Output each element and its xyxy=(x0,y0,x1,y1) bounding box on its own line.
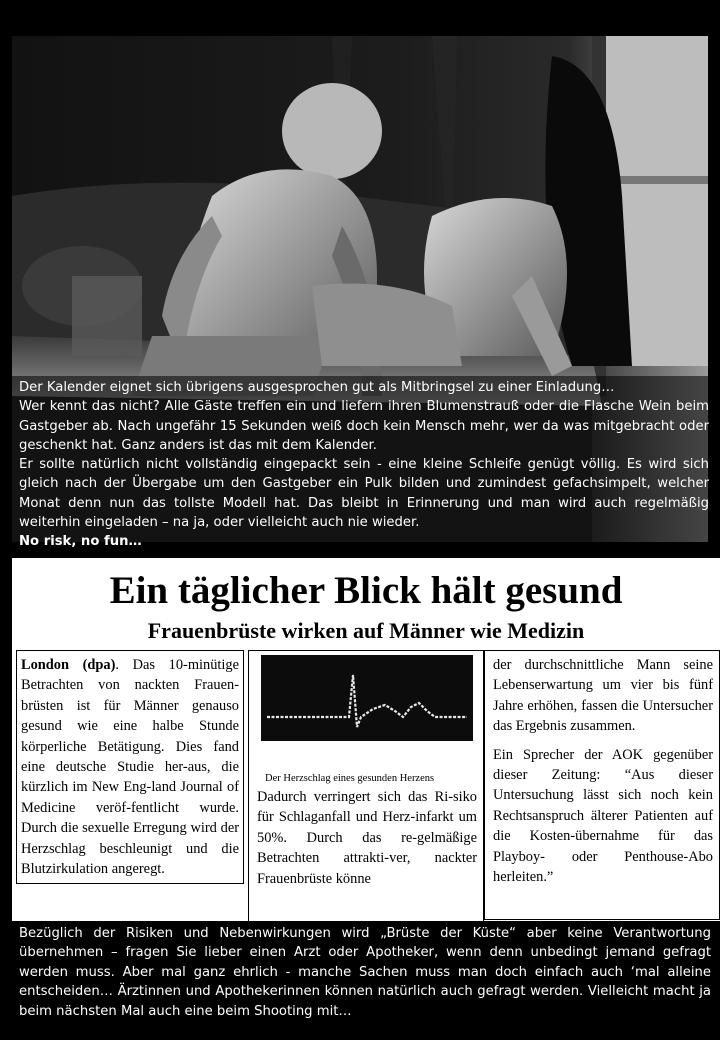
heartbeat-icon xyxy=(261,655,473,741)
article-column-3 xyxy=(484,650,720,920)
intro-closing: No risk, no fun… xyxy=(19,534,142,550)
intro-line: Wer kennt das nicht? Alle Gäste treffen ein und liefern ihren Blumenstrauß oder die Flasche Wein beim Gastgeber ab. Nach ungefähr 15 Sekunden weiß doch kein Mensch mehr, wer da was mitgebracht oder geschenkt hat. Ganz anders ist das mit dem Kalender. xyxy=(19,399,709,453)
newspaper-article xyxy=(12,558,720,921)
article-headline: Ein täglicher Blick hält gesund xyxy=(109,569,623,612)
dateline: London (dpa) xyxy=(21,657,116,673)
column-3-paragraph-2: Ein Sprecher der AOK gegenüber dieser Zeitung: “Aus dieser Untersuchung lässt sich noch kein Rechtsanspruch älterer Patienten auf die Kosten-übernahme für das Playboy- oder Penthouse-Abo herleiten.” xyxy=(493,746,713,886)
column-3-paragraph-1: der durchschnittliche Mann seine Lebenserwartung um vier bis fünf Jahre erhöhen, fassen die Untersucher das Ergebnis zusammen. xyxy=(493,657,713,735)
ekg-image xyxy=(261,655,473,741)
image-caption: Der Herzschlag eines gesunden Herzens xyxy=(265,773,435,784)
column-1-text: . Das 10-minütige Betrachten von nackten Frauen-brüsten ist für Männer genauso gesund wie eine halbe Stunde körperliche Betätigung. Dies fand eine deutsche Studie her-aus, die kürzlich im New Eng-land Journal of Medicine veröf-fentlicht wurde. Durch die sexuelle Erregung wird der Herzschlag beschleunigt und die Blutzirkulation angeregt. xyxy=(21,657,239,878)
intro-line: Er sollte natürlich nicht vollständig eingepackt sein - eine kleine Schleife genügt völlig. Es wird sich gleich nach der Übergabe um den Gastgeber ein Pulk bilden und zumindest gefachsimpelt, welcher Monat denn nun das tollste Modell hat. Das bleibt in Erinnerung und man wird auch regelmäßig weiterhin eingeladen – na ja, oder vielleicht auch nie wieder. xyxy=(19,457,709,531)
column-2-text: Dadurch verringert sich das Ri-siko für Schlaganfall und Herz-infarkt um 50%. Durch das re-gelmäßige Betrachten attrakti-ver, nackter Frauenbrüste könne xyxy=(257,789,477,887)
intro-text xyxy=(19,378,709,552)
intro-line: Der Kalender eignet sich übrigens ausgesprochen gut als Mitbringsel zu einer Einladung… xyxy=(19,380,615,395)
column-1-paragraph xyxy=(21,655,239,879)
disclaimer-text: Bezüglich der Risiken und Nebenwirkungen wird „Brüste der Küste“ aber keine Verantwortung übernehmen – fragen Sie lieber einen Arzt oder Apotheker, wenn denn unbedingt jemand gefragt werden muss. Aber mal ganz ehrlich - manche Sachen muss man doch einfach auch ‘mal alleine entscheiden… Ärztinnen und Apothekerinnen können natürlich auch gefragt werden. Vielleicht macht ja beim nächsten Mal auch eine beim Shooting mit… xyxy=(19,926,711,1019)
article-column-2 xyxy=(248,650,484,922)
article-subheadline: Frauenbrüste wirken auf Männer wie Medizin xyxy=(147,618,585,643)
article-column-1 xyxy=(16,650,244,884)
